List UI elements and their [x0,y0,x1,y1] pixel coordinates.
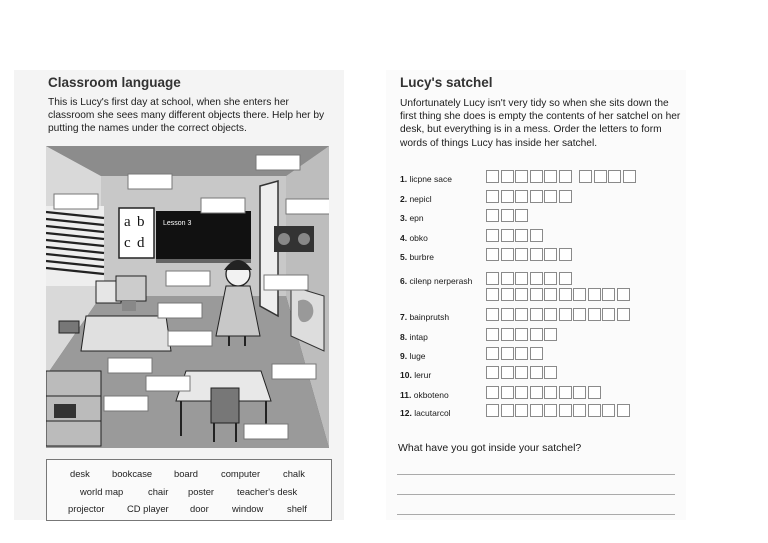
letter-box[interactable] [486,229,499,242]
letter-boxes [486,328,559,341]
letter-box[interactable] [588,288,601,301]
letter-box[interactable] [501,366,514,379]
word-shelf: shelf [287,503,307,514]
bookcase [46,371,101,446]
letter-box[interactable] [588,404,601,417]
letter-box[interactable] [544,308,557,321]
letter-box[interactable] [486,190,499,203]
label-box-8 [158,303,202,318]
label-box-5 [286,199,329,214]
letter-box[interactable] [608,170,621,183]
letter-box[interactable] [486,248,499,261]
anagram-label [400,408,451,418]
letter-box[interactable] [559,248,572,261]
letter-box[interactable] [544,366,557,379]
anagram-number: 1. [400,174,410,184]
letter-box[interactable] [501,288,514,301]
projector [59,321,79,333]
letter-box[interactable] [501,328,514,341]
letter-box[interactable] [559,404,572,417]
anagram-label [400,332,428,342]
letter-box[interactable] [486,347,499,360]
letter-box[interactable] [501,404,514,417]
letter-box[interactable] [530,248,543,261]
label-box-1 [256,155,300,170]
label-box-11 [272,364,316,379]
letter-box[interactable] [559,308,572,321]
anagram-label [400,276,472,286]
letter-box[interactable] [588,386,601,399]
letter-boxes [486,190,573,203]
anagram-letters: obko [409,233,428,243]
letter-box[interactable] [486,272,499,285]
anagram-number: 12. [400,408,415,418]
letter-box[interactable] [501,272,514,285]
poster-letter-b: b [137,214,145,230]
letter-box[interactable] [515,248,528,261]
anagram-label [400,213,424,223]
anagram-label [400,370,431,380]
anagram-label [400,174,452,184]
word-chalk: chalk [283,468,305,479]
word-teachers-desk: teacher's desk [237,486,298,497]
letter-box[interactable] [530,272,543,285]
anagram-number: 10. [400,370,415,380]
letter-boxes [486,229,544,242]
letter-box[interactable] [515,404,528,417]
letter-box[interactable] [530,308,543,321]
letter-box[interactable] [559,190,572,203]
letter-box[interactable] [501,190,514,203]
letter-boxes [486,170,637,183]
word-board: board [174,468,198,479]
anagram-letters: lerur [414,370,432,380]
lucys-satchel-instructions: Unfortunately Lucy isn't very tidy so when she sits down the first thing she does is empty the contents of her satchel on her desk, but everything is in a mess. Order the letters to form words of things Lucy has inside her satchel. [400,98,681,149]
label-box-6 [166,271,210,286]
letter-box[interactable] [544,190,557,203]
letter-box[interactable] [617,288,630,301]
lucys-satchel-title: Lucy's satchel [400,75,493,90]
anagram-label [400,194,432,204]
letter-box[interactable] [594,170,607,183]
label-box-4 [201,198,245,213]
anagram-number: 9. [400,351,410,361]
letter-box[interactable] [602,404,615,417]
letter-box[interactable] [530,229,543,242]
board-text: Lesson 3 [163,220,192,227]
letter-box[interactable] [501,308,514,321]
label-box-3 [54,194,98,209]
label-box-14 [244,424,288,439]
letter-box[interactable] [544,404,557,417]
letter-box[interactable] [486,308,499,321]
letter-box[interactable] [602,288,615,301]
letter-box[interactable] [501,209,514,222]
board [156,211,251,263]
poster-letter-c: c [124,235,131,251]
anagram-letters: lacutarcol [414,408,451,418]
word-world-map: world map [80,486,124,497]
answer-line-3[interactable] [397,514,675,515]
letter-box[interactable] [559,386,572,399]
label-box-9 [168,331,212,346]
anagram-letters: nepicl [409,194,432,204]
anagram-letters: okboteno [413,390,449,400]
word-bookcase: bookcase [112,468,153,479]
poster-letter-d: d [137,235,145,251]
letter-boxes [486,288,631,301]
letter-box[interactable] [515,272,528,285]
letter-box[interactable] [602,308,615,321]
anagram-number: 3. [400,213,410,223]
anagram-number: 4. [400,233,410,243]
letter-boxes [486,272,573,285]
letter-box[interactable] [515,170,528,183]
letter-boxes [486,404,631,417]
word-door: door [190,503,209,514]
satchel-question: What have you got inside your satchel? [398,442,582,454]
letter-box[interactable] [515,366,528,379]
letter-box[interactable] [544,328,557,341]
anagram-label [400,351,426,361]
letter-box[interactable] [544,272,557,285]
anagram-label [400,390,449,400]
letter-box[interactable] [617,404,630,417]
anagram-letters: licpne sace [409,174,452,184]
letter-box[interactable] [501,229,514,242]
letter-box[interactable] [544,288,557,301]
letter-box[interactable] [588,308,601,321]
letter-box[interactable] [559,288,572,301]
letter-box[interactable] [559,272,572,285]
anagram-number: 8. [400,332,410,342]
anagram-letters: luge [409,351,426,361]
letter-box[interactable] [530,347,543,360]
letter-box[interactable] [486,404,499,417]
word-window: window [232,503,264,514]
letter-box[interactable] [544,248,557,261]
anagram-label [400,312,449,322]
letter-box[interactable] [544,386,557,399]
anagram-label [400,252,434,262]
window [46,206,104,286]
anagram-letters: epn [409,213,424,223]
anagram-letters: bainprutsh [409,312,450,322]
letter-box[interactable] [573,288,586,301]
letter-box[interactable] [579,170,592,183]
label-box-7 [264,275,308,290]
label-box-12 [146,376,190,391]
cd-player [274,226,314,252]
letter-box[interactable] [515,209,528,222]
letter-box[interactable] [515,308,528,321]
teachers-desk [81,316,171,351]
anagram-label [400,233,428,243]
letter-box[interactable] [573,386,586,399]
anagram-letters: intap [409,332,428,342]
letter-box[interactable] [515,386,528,399]
letter-boxes [486,366,559,379]
classroom-language-instructions: This is Lucy's first day at school, when she enters her classroom she sees many different objects there. Help her by putting the names under the correct objects. [48,97,325,135]
poster [119,208,154,258]
poster-letter-a: a [124,214,131,230]
anagram-number: 6. [400,276,410,286]
anagram-letters: cilenp nerperash [409,276,473,286]
letter-boxes [486,308,631,321]
letter-box[interactable] [501,248,514,261]
letter-box[interactable] [515,229,528,242]
letter-box[interactable] [530,386,543,399]
letter-box[interactable] [486,366,499,379]
anagram-number: 2. [400,194,410,204]
label-box-13 [104,396,148,411]
letter-box[interactable] [486,170,499,183]
letter-box[interactable] [501,347,514,360]
anagram-number: 11. [400,390,414,400]
letter-box[interactable] [515,347,528,360]
label-box-10 [108,358,152,373]
anagram-letters: burbre [409,252,435,262]
word-poster: poster [188,486,215,497]
label-box-2 [128,174,172,189]
word-bank [46,459,332,521]
letter-box[interactable] [515,190,528,203]
letter-boxes [486,386,602,399]
letter-boxes [486,209,530,222]
word-chair: chair [148,486,169,497]
letter-box[interactable] [573,404,586,417]
letter-box[interactable] [559,170,572,183]
letter-box[interactable] [486,288,499,301]
letter-box[interactable] [623,170,636,183]
answer-line-2[interactable] [397,494,675,495]
letter-boxes [486,248,573,261]
anagram-number: 7. [400,312,410,322]
classroom-illustration [46,146,329,448]
word-desk: desk [70,468,90,479]
letter-box[interactable] [573,308,586,321]
letter-box[interactable] [486,386,499,399]
letter-box[interactable] [501,170,514,183]
letter-box[interactable] [617,308,630,321]
letter-box[interactable] [530,288,543,301]
letter-box[interactable] [530,190,543,203]
letter-box[interactable] [530,404,543,417]
anagram-number: 5. [400,252,410,262]
answer-line-1[interactable] [397,474,675,475]
letter-box[interactable] [501,386,514,399]
word-computer: computer [221,468,261,479]
letter-box[interactable] [486,209,499,222]
letter-box[interactable] [530,328,543,341]
letter-box[interactable] [515,288,528,301]
letter-box[interactable] [515,328,528,341]
classroom-language-title: Classroom language [48,75,181,90]
word-projector: projector [68,503,105,514]
letter-box[interactable] [544,170,557,183]
word-cd-player: CD player [127,503,169,514]
letter-boxes [486,347,544,360]
letter-box[interactable] [530,170,543,183]
letter-box[interactable] [486,328,499,341]
letter-box[interactable] [530,366,543,379]
